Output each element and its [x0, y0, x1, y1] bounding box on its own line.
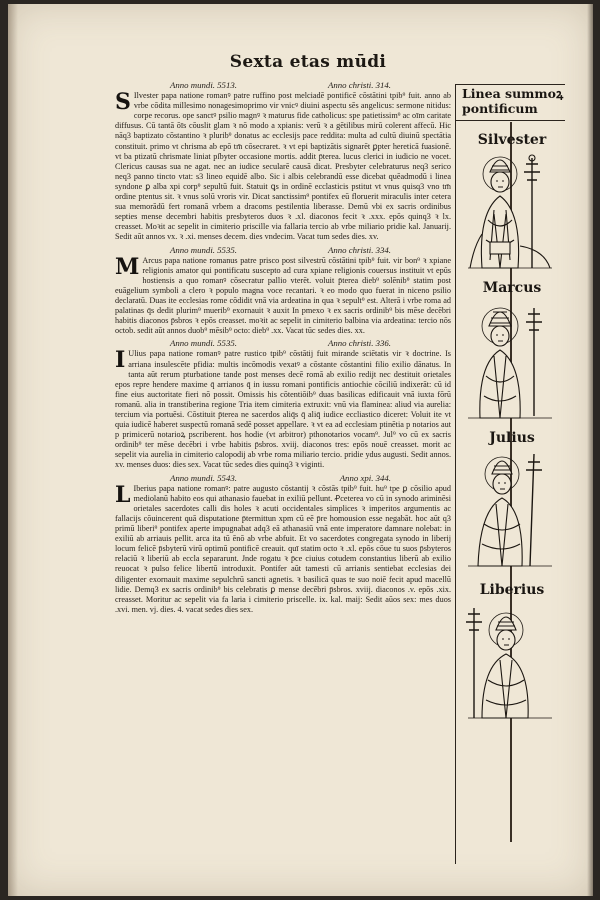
entry-paragraph: Ilvester papa natione romanꝰ patre ruffino post melciadē pontificē cōstātini tpib⁹ fuit. anno ab vrbe cōdita millesimo nonagesimoprimo vir vnicꝰ diuini aspectu sēs angelicus: sermone nitidus: corpe recorus. ope sanctꝰ psilio magnꝰ ꝛ maturus fide catholicus: spe patietissim⁹ ac oīm caritate diffusus. Cū tantā ōīs cōuslit glam ꝛ nō modo a xpianis: verū ꝛ a gētilibus mirū colerent affecū. Hic nāq3 baptizato cōstantino ꝛ plurib⁹ donatus ac ecclesijs pace reddita: multa ad cultū diuinū spectātia constituit. primo vt chrisma ab epō tm̄ cōsecraret. ꝛ vt epi baptizātis signarēt ꝑpter hereticā fuasionē. vt ba ptizatū chrismate liniat pſbyter occasione mortis. addit p̄terea. lucus clerici in iudicio ne vocet. Clericus causas sua ne agat. nec an iudice secularē causā dicat. Presbyter celebraturus neq3 serico neq3 panno tincto vtat: s3 lineo equidē albo. Sic i albis celebrandū esse dicebat quēadmodū i linea syndone ꝑ alba xpi corp⁹ sepultū fuit. Statuit ꝗs in ordinē ecclasticis pstitut vt vnus quisq3 vno tm̄ ordine ptentus sit. ꝛ vnus solū vroris vir. Dicat sanctissim⁹ pontifex eū floruerit miraculis inter cetera sua memorādū fert romanā vrbem a dracoms pestilentia liberasse. Demū vbi ex sacris ordinibus septies mense decembri habitis presbyteros duos ꝛ .xl. diaconos fecit ꝛ .xxx. epōs quinq3 ꝛ lx. creasset. Moꝛit ac sepelit in cimiterio priscille via fallaria tercio ab vrbe miliario pridie kal. Januarij. Sedit aūt annos vx. ꝛ .xi. menses decem. dies vndecim. Vacat tum sedes dies. xv.: [115, 91, 451, 242]
pope-woodcut-icon: [460, 150, 560, 278]
entry-paragraph: Arcus papa natione romanus patre prisco post silvestrū cōstātini tpib⁹ fuit. vir bon⁹ ꝛ xpiane religionis amator qui pontificatu suscepto ad cura xpiane religionis couersus instituit vt epūs hostiensis a quo romanꝰ cōsecratur pallio vterēt. voluit p̄terea dieb⁹ solēnib⁹ statim post euāgelium symboli a clero ꝛ populo magna voce recantari. ꝛ eo modo quo fuerat in niceno psilio declaratū. Duas ite ecclesias rome cōdidit vnā via ardeatina in qua ꝛ sepult⁹ est. Alterā i vrbe roma ad palatinas q̄s dedit plurim⁹ muerib⁹ exornauit ꝛ auxit In pmexo ꝛ ex sacris ordinib⁹ bis mēse decēbri habitis diaconos p̄sbros ꝛ epōs creasset. moꝛit ac sepelit in cimiterio balbina via ardeatina: tercio nōs octob. sedit aūt annos duob⁹ mēsib⁹ octo: dieb⁹ .xx. Vacat tūc sedes dies. xx.: [115, 255, 451, 336]
entry-liberius: [115, 473, 451, 615]
pope-portrait-silvester: [460, 132, 560, 272]
anno-mundi: Anno mundi. 5543.: [170, 472, 237, 483]
anno-mundi: Anno mundi. 5535.: [170, 338, 237, 349]
drop-capital: M: [115, 253, 140, 280]
page-gutter-shadow: [8, 4, 18, 896]
anno-christi: Anno christi. 314.: [327, 80, 391, 90]
drop-capital: L: [115, 481, 131, 508]
pope-name: Silvester: [477, 132, 547, 148]
year-row: [115, 473, 451, 483]
lineage-title: [462, 86, 566, 116]
lineage-title-line2: pontificum: [462, 101, 538, 116]
pope-portrait-julius: [460, 430, 560, 570]
sidebar-top-rule: [455, 84, 565, 85]
pope-portrait-liberius: [460, 582, 560, 722]
pope-name: Liberius: [479, 582, 545, 598]
anno-mundi: Anno mundi. 5535.: [170, 244, 237, 255]
entry-paragraph: Iberius papa natione romanꝰ: patre augusto cōstantij ꝛ cōstās tpib⁹ fuit. hu⁹ tpe ꝑ cōsilio apud mediolanū habito eos qui athanasio fauebat in exiliū pellunt. Ꝓceterea vo cū in synodo ariminēsi orietales sacerdotes calli dis holes ꝛ acuti occidentales simplices ꝛ imperitos argumentis ac fallacijs cōuincerent quā disputatione p̄termittun xpm cū eē p̄re homousion esse negabāt. hoc aūt q3 primū liberi⁹ pontifex aperte impugnabat adq3 eā athanasiū vnā ente imperatore damnare nolebat: in exiliū ab arriauis pellit. arca ita tū ēnō ab vrbe abfuit. Et vo sacerdotes congregata synodo in liberij locum felicē p̄sbyterū virū optimū pontificē creauit. quī statim octo ꝛ .xl. epōs cōue tu suos p̄sbyteros relaciū ꝛ liberiū ab eccla separarunt. Jnde rogatu ꝛ p̄ce ciuius cotudem constantius liberū ab exilio reuocat ꝛ pulso felice libertū introduxit. Pontifer aūt tamesti cū arrianis sentiebat ecclesias dei diligenter exornauit maxime sepulchrū sancti agnetis. ꝛ basilicā quas te suo noiē fecit apud macellū lidie. Demq3 ex sacris ordinib⁹ bis celebratis ꝑ mense decēbri p̄sbros. xviij. diaconos .v. epōs .xix. creasset. Moritur ac sepelit via fa laria i cimiterio priscelle. ix. kal. maij: Sedit aūos sex: mes duos .xvi. men. vj. dies. 4. vacat sedes dies sex.: [115, 483, 451, 614]
year-row: [115, 245, 451, 255]
sidebar-title-rule: [455, 120, 565, 121]
running-head: Sexta etas mūdi: [229, 52, 387, 72]
main-text-column: [115, 78, 451, 617]
pope-name: Julius: [489, 430, 535, 446]
lineage-title-line1: Linea summoꝝ: [462, 86, 564, 101]
drop-capital: I: [115, 347, 126, 374]
entry-paragraph: Ulius papa natione romanꝰ patre rustico tpib⁹ cōstātij fuit mirande sciētatis vir ꝛ doctrine. Is arriana insulescēte pfidia: multis incōmodis vexatꝰ a cōstante cōstantini filio exilio dānatus. In tanta aūt rerum pturbatione tande post menses decē romā ab exilio redijt nec destituit orietales epos repre hendere maxime q̄ arrianos q̄ in iussu romani pontificis antiochie cōciliū indixerāt: cū id fine eius auctoritate fieri nō possit. Omissis his cōtentiōib⁹ duas basilicas edificauit vnā iuxta fōrū romanū. alia in transtiberina regione Tria item cimiteria extruxit: vnū via flaminea: aliud via aurelia: tercium via portuēsi. Cōstituit p̄terea ne sacerdos aliq̄s q̄ aliq̄ iudice eccliastico diceret: Voluit ite vt quia iudicē haberet suspectū romanā sedē posset appellare. ꝛ vt ea ad ecclesiam ptinētia p notarios aut p primicerū notarioꝝ pscriberent. hos hodie (vt arbitror) pthonotarios vocam⁹. Jul⁹ vo cū ex sacris ordinib⁹ ter mēse decēbri i vrbe habitis p̄sbros. xviij. diaconos tres: epōs nouē creasset. morit ac sepelit via aurelia in cimiterio calopodij ab vrbe roma miliario tercio. pridie ydus augusti. Sedit annos. xv. menses duos: dies sex. Vacat tūc sedes dies quinq3 ꝛ viginti.: [115, 349, 451, 470]
year-row: [115, 80, 451, 90]
entry-text: [115, 349, 451, 470]
entry-silvester: [115, 80, 451, 243]
anno-christi: Anno christi. 334.: [327, 244, 391, 255]
pope-name: Marcus: [482, 280, 542, 296]
pope-woodcut-icon: [460, 448, 560, 576]
anno-christi: Anno christi. 336.: [327, 338, 391, 349]
entry-text: [115, 481, 451, 615]
entry-marcus: [115, 245, 451, 337]
entry-julius: [115, 338, 451, 470]
anno-christi: Anno xpi. 344.: [339, 472, 391, 483]
book-page: [8, 4, 593, 896]
anno-mundi: Anno mundi. 5513.: [170, 80, 237, 90]
year-row: [115, 338, 451, 348]
drop-capital: S: [115, 89, 131, 116]
pope-woodcut-icon: [460, 600, 560, 728]
entry-text: [115, 253, 451, 337]
pope-woodcut-icon: [460, 298, 560, 426]
page-edge-shadow: [587, 4, 593, 896]
pope-portrait-marcus: [460, 280, 560, 420]
entry-text: [115, 91, 451, 242]
